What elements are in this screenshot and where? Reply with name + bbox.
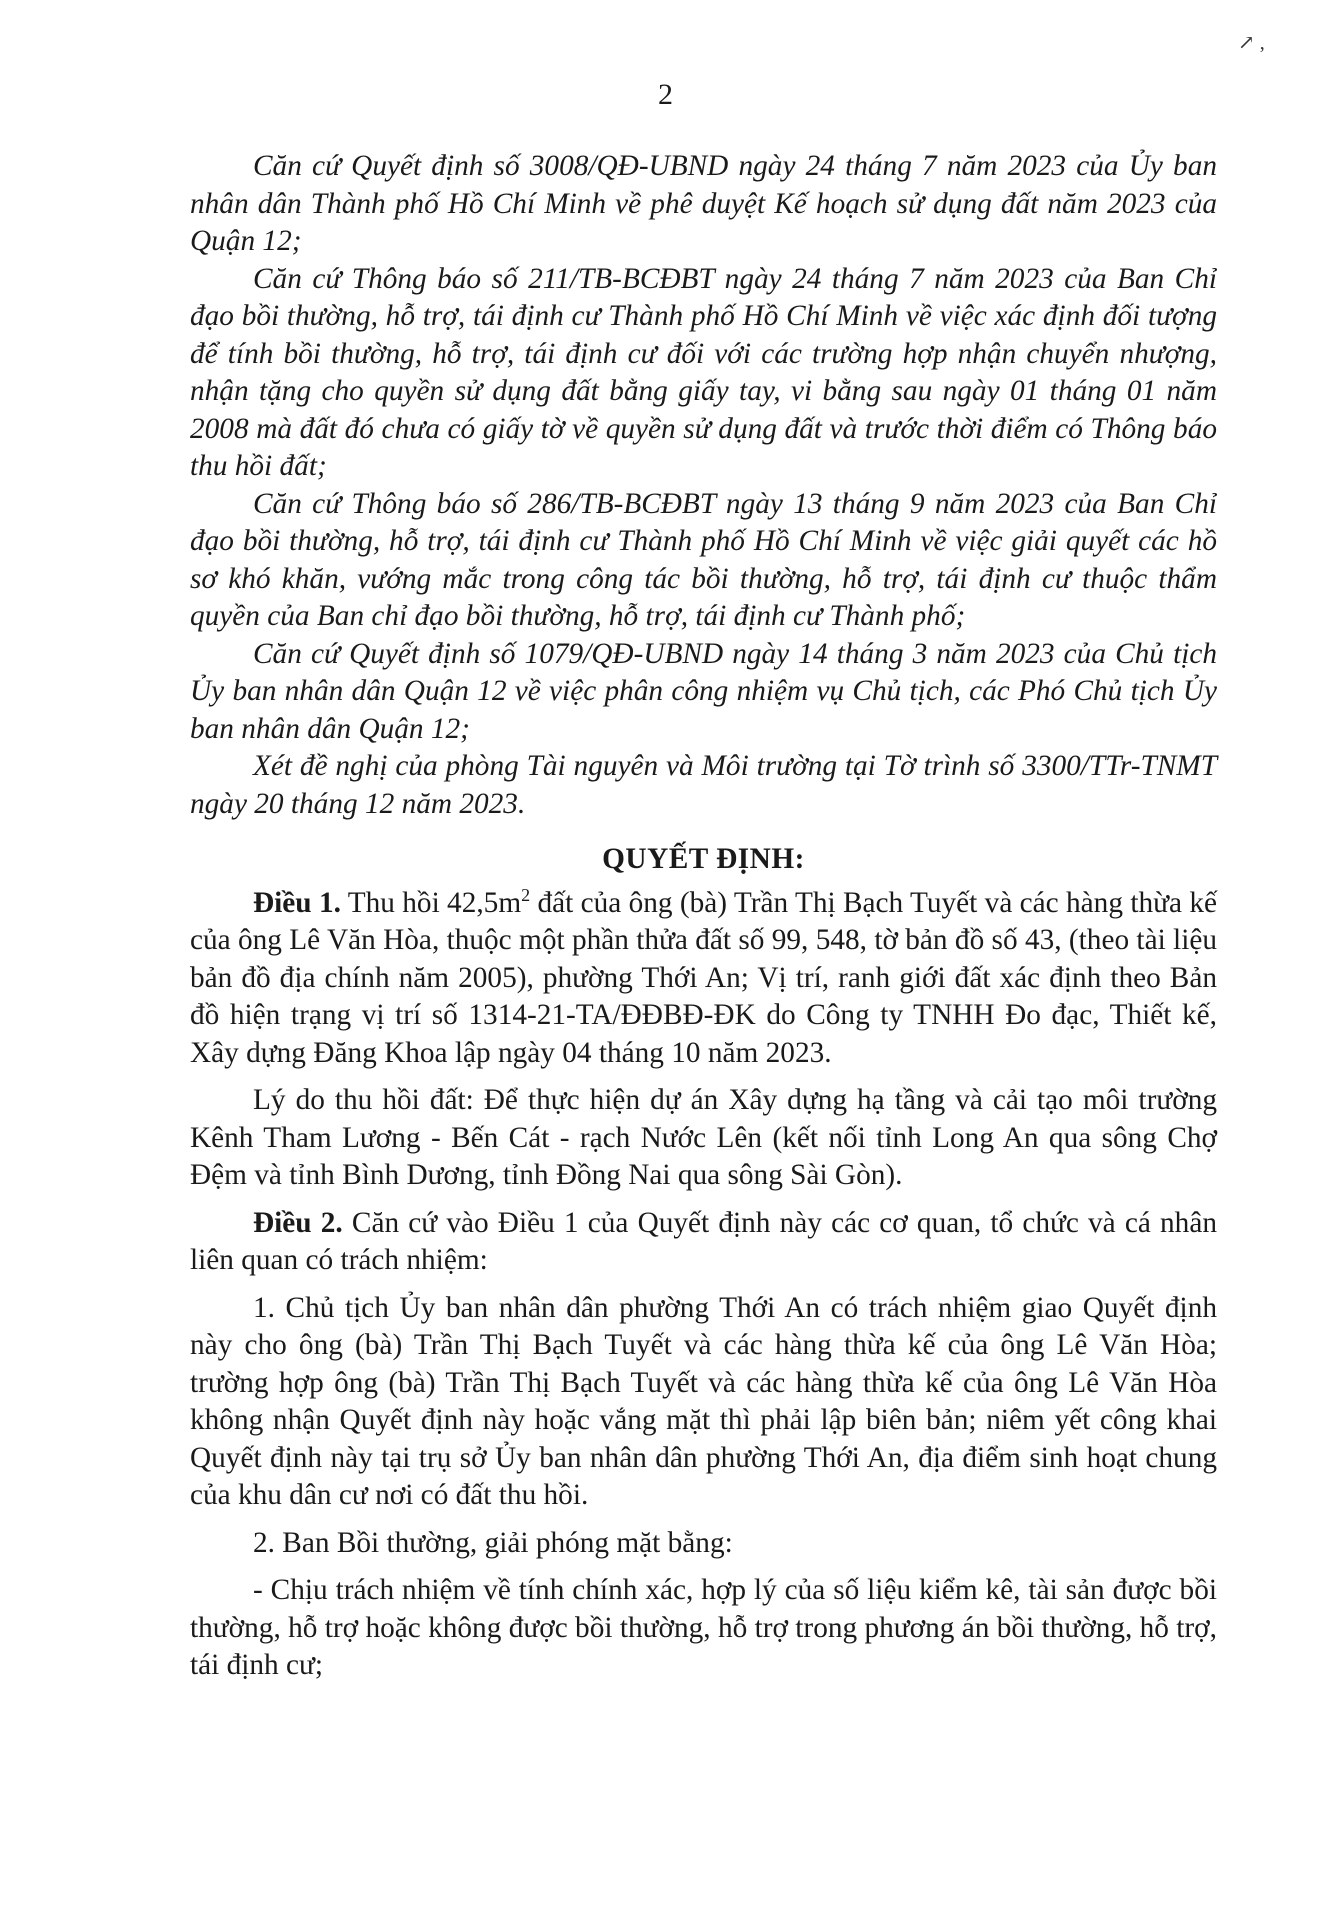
document-body [190, 148, 1217, 1685]
article-1-text-start: Thu hồi 42,5m [340, 886, 522, 919]
preamble-paragraph: Căn cứ Quyết định số 3008/QĐ-UBND ngày 24 tháng 7 năm 2023 của Ủy ban nhân dân Thành phố Hồ Chí Minh về phê duyệt Kế hoạch sử dụng đất năm 2023 của Quận 12; [190, 150, 1217, 257]
preamble-paragraph: Căn cứ Quyết định số 1079/QĐ-UBND ngày 14 tháng 3 năm 2023 của Chủ tịch Ủy ban nhân dân Quận 12 về việc phân công nhiệm vụ Chủ tịch, các Phó Chủ tịch Ủy ban nhân dân Quận 12; [190, 637, 1217, 745]
article-1-label: Điều 1. [253, 886, 341, 919]
article-2-paragraph [190, 1205, 1217, 1280]
article-2-label: Điều 2. [253, 1206, 343, 1239]
handwritten-mark: ↗ , [1238, 32, 1265, 54]
preamble-paragraph: Căn cứ Thông báo số 286/TB-BCĐBT ngày 13 tháng 9 năm 2023 của Ban Chỉ đạo bồi thường, hỗ trợ, tái định cư Thành phố Hồ Chí Minh về việc giải quyết các hồ sơ khó khăn, vướng mắc trong công tác bồi thường, hỗ trợ, tái định cư thuộc thẩm quyền của Ban chỉ đạo bồi thường, hỗ trợ, tái định cư Thành phố; [190, 487, 1217, 632]
decision-heading: QUYẾT ĐỊNH: [602, 843, 805, 875]
article-2-item-1: 1. Chủ tịch Ủy ban nhân dân phường Thới An có trách nhiệm giao Quyết định này cho ông (bà) Trần Thị Bạch Tuyết và các hàng thừa kế của ông Lê Văn Hòa; trường hợp ông (bà) Trần Thị Bạch Tuyết và các hàng thừa kế của ông Lê Văn Hòa không nhận Quyết định này hoặc vắng mặt thì phải lập biên bản; niêm yết công khai Quyết định này tại trụ sở Ủy ban nhân dân phường Thới An, địa điểm sinh hoạt chung của khu dân cư nơi có đất thu hồi. [190, 1291, 1217, 1511]
article-1-reason: Lý do thu hồi đất: Để thực hiện dự án Xây dựng hạ tầng và cải tạo môi trường Kênh Tham Lương - Bến Cát - rạch Nước Lên (kết nối tỉnh Long An qua sông Chợ Đệm và tỉnh Bình Dương, tỉnh Đồng Nai qua sông Sài Gòn). [190, 1084, 1217, 1191]
preamble-paragraph: Căn cứ Thông báo số 211/TB-BCĐBT ngày 24 tháng 7 năm 2023 của Ban Chỉ đạo bồi thường, hỗ trợ, tái định cư Thành phố Hồ Chí Minh về việc xác định đối tượng để tính bồi thường, hỗ trợ, tái định cư đối với các trường hợp nhận chuyển nhượng, nhận tặng cho quyền sử dụng đất bằng giấy tay, vi bằng sau ngày 01 tháng 01 năm 2008 mà đất đó chưa có giấy tờ về quyền sử dụng đất và trước thời điểm có Thông báo thu hồi đất; [190, 262, 1217, 482]
page-number: 2 [658, 78, 673, 111]
article-2-intro: Căn cứ vào Điều 1 của Quyết định này các cơ quan, tổ chức và cá nhân liên quan có trách nhiệm: [190, 1206, 1217, 1276]
area-unit-superscript: 2 [521, 884, 531, 905]
article-1-text-rest: đất của ông (bà) Trần Thị Bạch Tuyết và các hàng thừa kế của ông Lê Văn Hòa, thuộc một phần thửa đất số 99, 548, tờ bản đồ số 43, (theo tài liệu bản đồ địa chính năm 2005), phường Thới An; Vị trí, ranh giới đất xác định theo Bản đồ hiện trạng vị trí số 1314-21-TA/ĐĐBĐ-ĐK do Công ty TNHH Đo đạc, Thiết kế, Xây dựng Đăng Khoa lập ngày 04 tháng 10 năm 2023. [190, 886, 1217, 1069]
article-2-item-2-bullet: - Chịu trách nhiệm về tính chính xác, hợp lý của số liệu kiểm kê, tài sản được bồi thường, hỗ trợ hoặc không được bồi thường, hỗ trợ trong phương án bồi thường, hỗ trợ, tái định cư; [190, 1574, 1217, 1681]
article-2-item-2: 2. Ban Bồi thường, giải phóng mặt bằng: [253, 1526, 733, 1559]
article-1-paragraph [190, 885, 1217, 1073]
preamble-paragraph: Xét đề nghị của phòng Tài nguyên và Môi trường tại Tờ trình số 3300/TTr-TNMT ngày 20 tháng 12 năm 2023. [190, 750, 1217, 820]
